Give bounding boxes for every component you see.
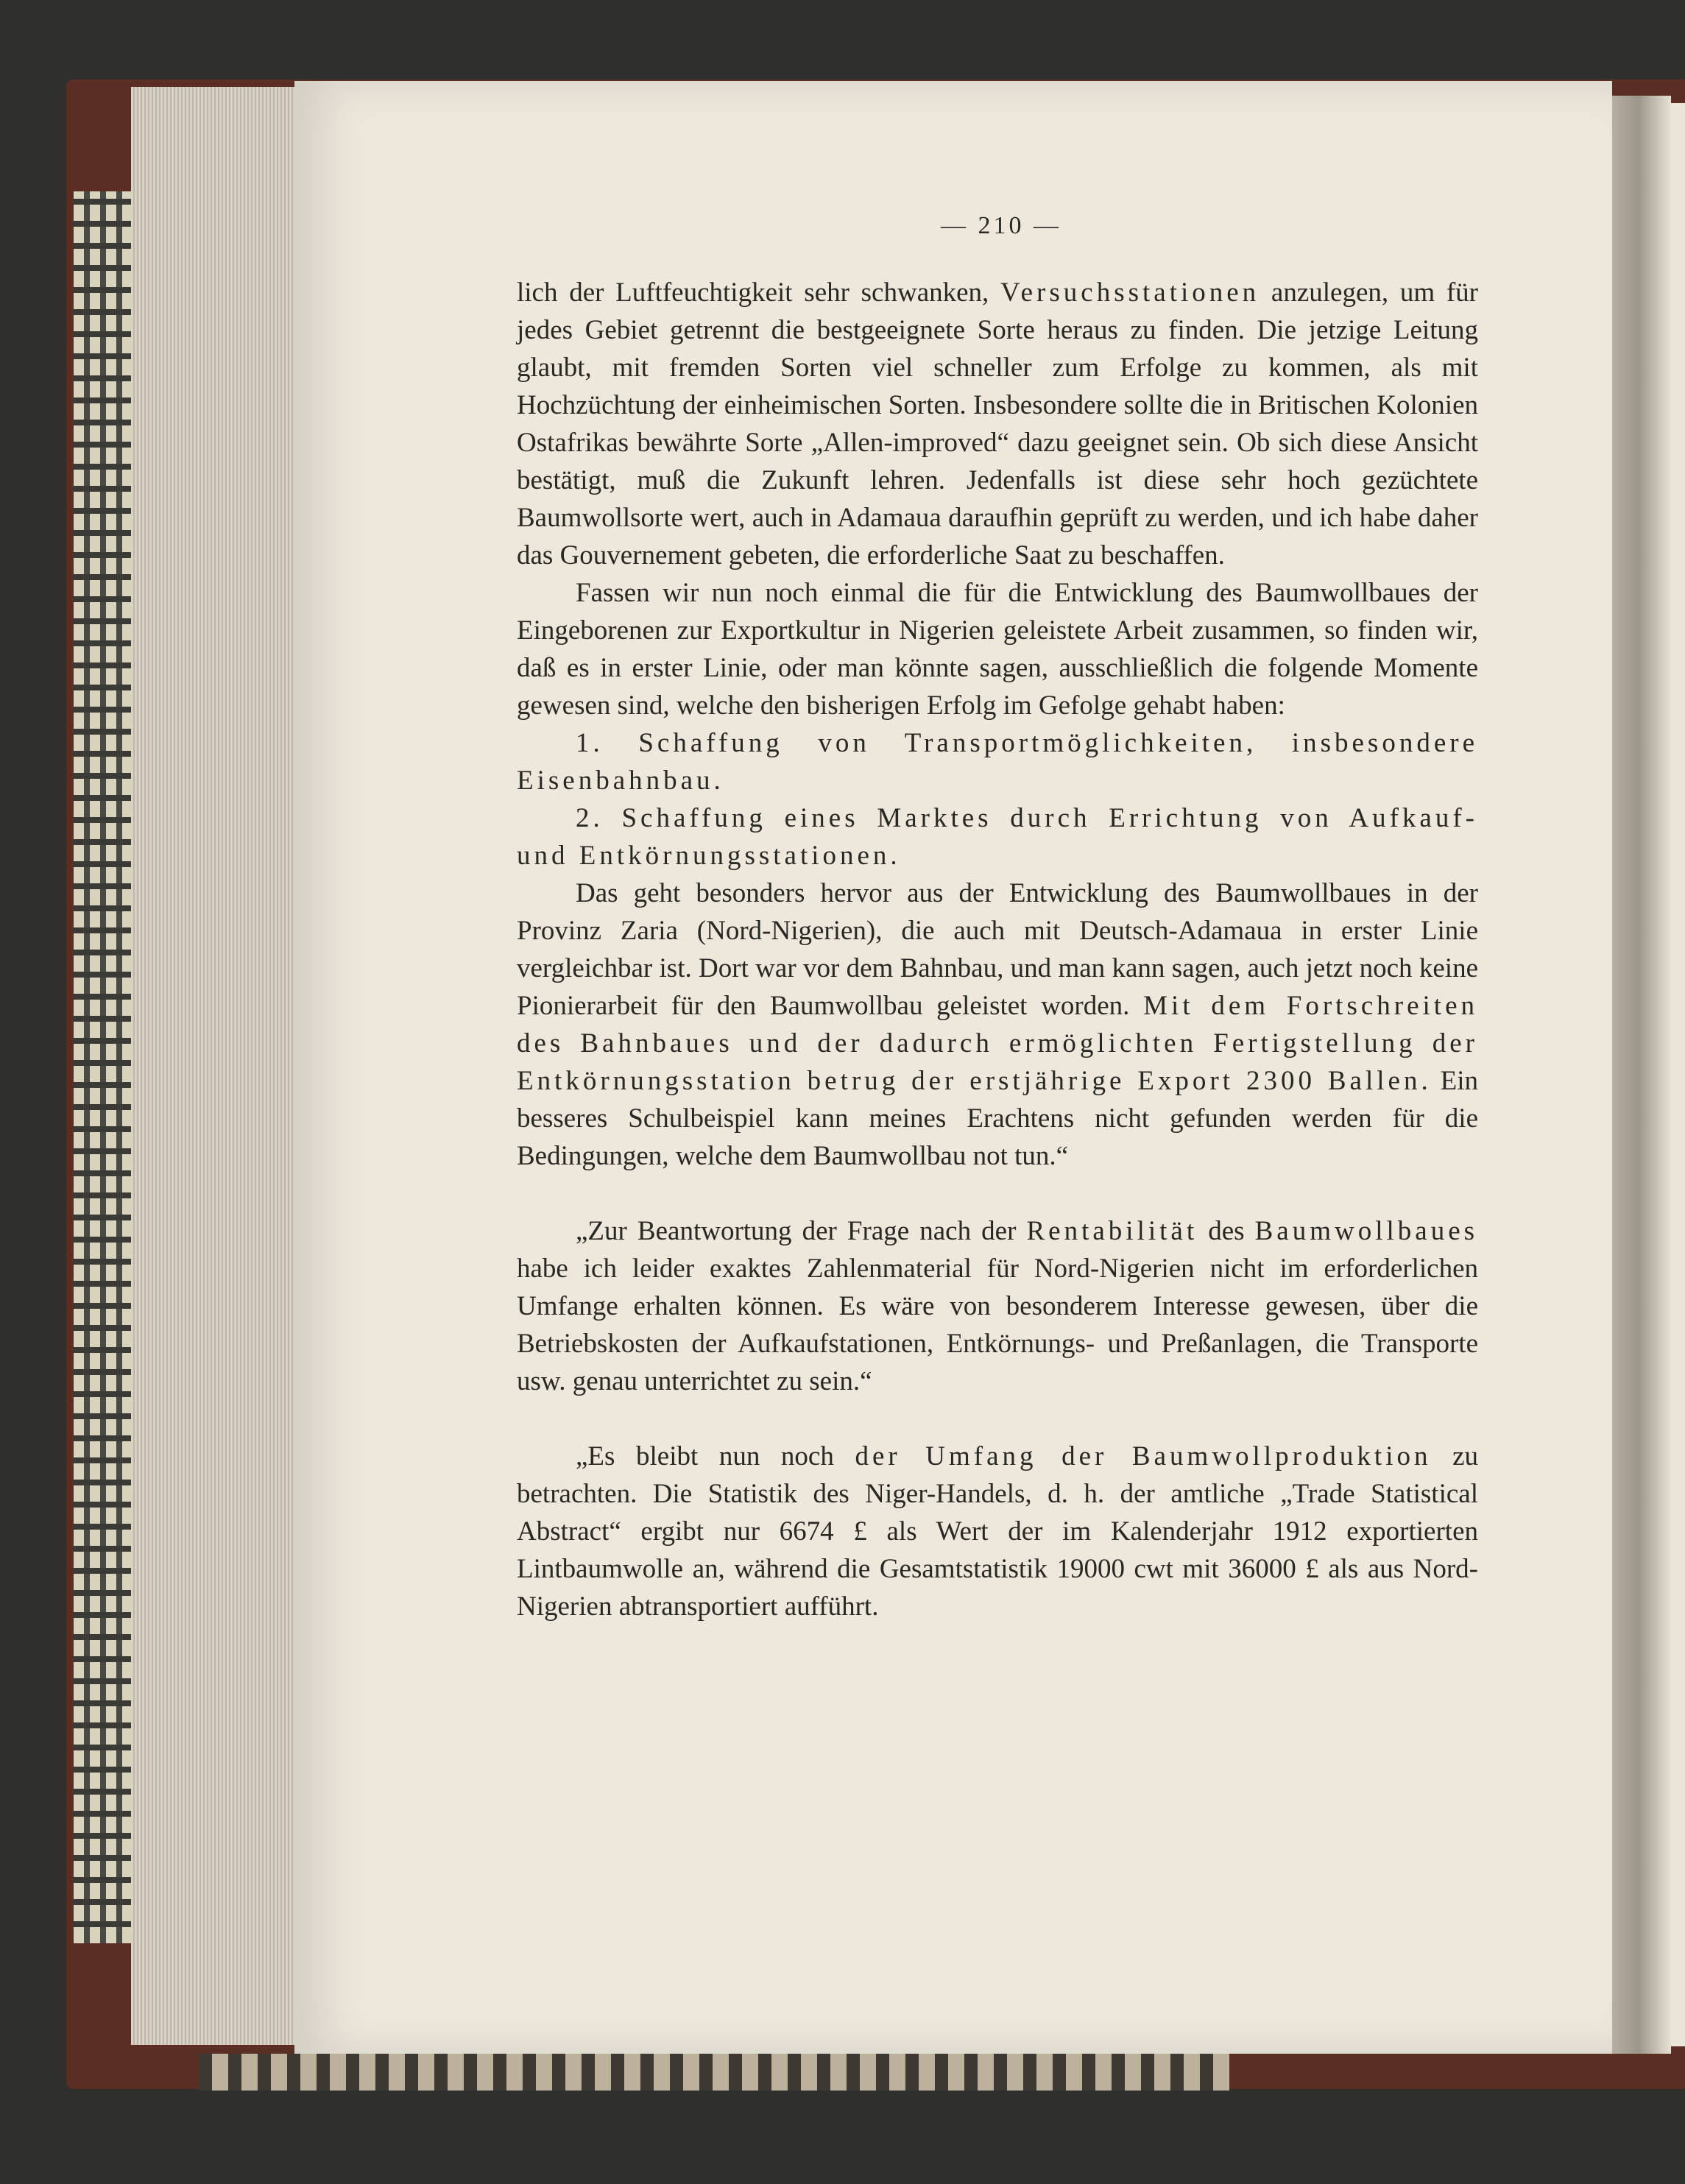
- spaced-emphasis-text: Mit dem Fortschreiten des Bahnbaues und der dadurch ermöglichten Fertigstellung der Entkörnungsstation betrug der erstjährige Export 2300 Ballen.: [517, 991, 1478, 1096]
- page-number: — 210 —: [941, 212, 1061, 239]
- spaced-emphasis-text: Rentabilität: [1026, 1216, 1198, 1246]
- text-run: „Es bleibt nun noch: [576, 1441, 855, 1471]
- body-text: [517, 274, 1478, 1625]
- paragraph: [517, 874, 1478, 1175]
- text-run: Das geht besonders hervor aus der Entwicklung des Baumwollbaues in der Provinz Zaria (Nord-Nigerien), die auch mit Deutsch-Adamaua in erster Linie vergleichbar ist. Dort war vor dem Bahnbau, und man kann sagen, auch jetzt noch keine Pionierarbeit für den Baumwollbau geleistet worden.: [517, 878, 1478, 1021]
- page-stack: [131, 87, 322, 2045]
- spaced-emphasis-text: der Umfang der Baumwollproduktion: [855, 1441, 1432, 1471]
- spaced-emphasis-text: Baumwollbaues: [1254, 1216, 1479, 1246]
- text-run: habe ich leider exaktes Zahlenmaterial für Nord-Nigerien nicht im erforderlichen Umfange erhalten können. Es wäre von besonderem Interesse gewesen, über die Betriebskosten der Aufkaufstationen, Entkörnungs- und Preßanlagen, die Transporte usw. genau unterrichtet zu sein.“: [517, 1254, 1478, 1396]
- spaced-emphasis-text: Versuchsstationen: [1000, 278, 1260, 308]
- text-run: „Zur Beantwortung der Frage nach der: [576, 1216, 1027, 1246]
- text-run: anzulegen, um für jedes Gebiet getrennt die bestgeeignete Sorte heraus zu finden. Die jetzige Leitung glaubt, mit fremden Sorten viel schneller zum Erfolge zu kommen, als mit Hochzüchtung der einheimischen Sorten. Insbesondere sollte die in Britischen Kolonien Ostafrikas bewährte Sorte „Allen-improved“ dazu geeignet sein. Ob sich diese Ansicht bestätigt, muß die Zukunft lehren. Jedenfalls ist diese sehr hoch gezüchtete Baumwollsorte wert, auch in Adamaua daraufhin geprüft zu werden, und ich habe daher das Gouvernement gebeten, die erforderliche Saat zu beschaffen.: [517, 278, 1478, 570]
- spaced-emphasis-text: 2. Schaffung eines Marktes durch Errichtung von Aufkauf- und Entkörnungsstationen.: [517, 803, 1478, 871]
- paragraph: [517, 1212, 1478, 1400]
- spaced-emphasis-text: 1. Schaffung von Transportmöglichkeiten, insbesondere Eisenbahnbau.: [517, 728, 1478, 796]
- paragraph: [517, 724, 1478, 799]
- marbled-endpaper: [74, 191, 138, 1943]
- text-run: Ein besseres Schulbeispiel kann meines Erachtens nicht gefunden werden für die Bedingungen, welche dem Baumwollbau not tun.“: [517, 1066, 1478, 1171]
- text-run: des: [1198, 1216, 1255, 1246]
- text-run: Fassen wir nun noch einmal die für die Entwicklung des Baumwollbaues der Eingeborenen zur Exportkultur in Nigerien geleistete Arbeit zusammen, so finden wir, daß es in erster Linie, oder man könnte sagen, ausschließlich die folgende Momente gewesen sind, welche den bisherigen Erfolg im Gefolge gehabt haben:: [517, 578, 1478, 721]
- marbled-edge-bottom: [199, 2054, 1229, 2091]
- text-run: lich der Luftfeuchtigkeit sehr schwanken,: [517, 278, 1001, 308]
- text-run: zu betrachten. Die Statistik des Niger-Handels, d. h. der amtliche „Trade Statistical Abstract“ ergibt nur 6674 £ als Wert der im Kalenderjahr 1912 exportierten Lintbaumwolle an, während die Gesamtstatistik 19000 cwt mit 36000 £ als aus Nord-Nigerien abtransportiert aufführt.: [517, 1441, 1478, 1622]
- paragraph: [517, 1438, 1478, 1625]
- paragraph: [517, 574, 1478, 724]
- paragraph: [517, 274, 1478, 574]
- paragraph: [517, 799, 1478, 874]
